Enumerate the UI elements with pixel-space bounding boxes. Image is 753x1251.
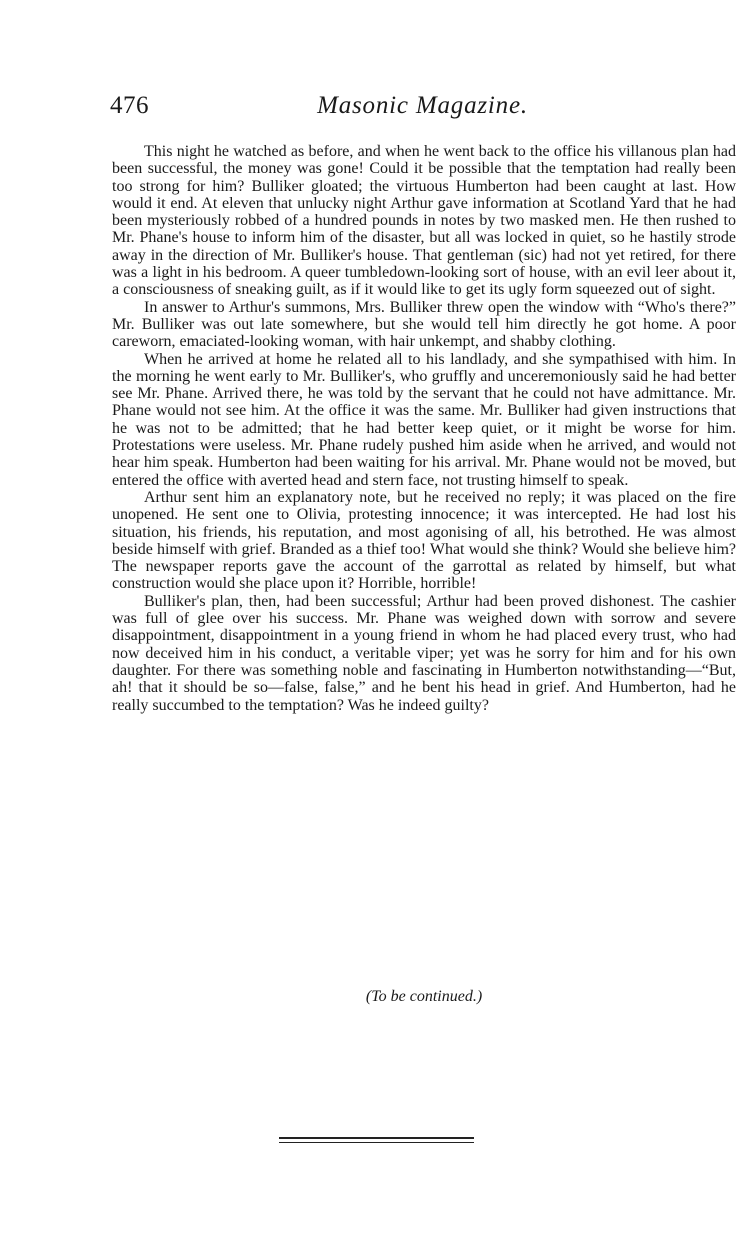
paragraph-1: This night he watched as before, and when he went back to the office his villanous plan had been successful, the money was gone! Could it be possible that the temptation had really been too strong for him? Bulliker gloated; the virtuous Humberton had been caught at last. How would it end. At eleven that unlucky night Arthur gave information at Scotland Yard that he had been mysteriously robbed of a hundred pounds in notes by two masked men. He then rushed to Mr. Phane's house to inform him of the disaster, but all was locked in quiet, so he hastily strode away in the direction of Mr. Bulliker's house. That gentleman (sic) had not yet retired, for there was a light in his bedroom. A queer tumbledown-looking sort of house, with an evil leer about it, a consciousness of sneaking guilt, as if it would like to get its ugly form squeezed out of sight.	[112, 143, 736, 299]
page-header	[110, 92, 735, 128]
paragraph-5: Bulliker's plan, then, had been successful; Arthur had been proved dishonest. The cashier was full of glee over his success. Mr. Phane was weighed down with sorrow and severe disappointment, disappointment in a young friend in whom he had placed every trust, who had now deceived him in his conduct, a veritable viper; yet was he sorry for him and for his own daughter. For there was something noble and fascinating in Humberton notwithstanding—“But, ah! that it should be so—false, false,” and he bent his head in grief. And Humberton, had he really succumbed to the temptation? Was he indeed guilty?	[112, 592, 736, 714]
continuation-note: (To be continued.)	[365, 988, 483, 1005]
page-number: 476	[110, 92, 149, 119]
article-body	[112, 143, 736, 714]
running-title: Masonic Magazine.	[317, 92, 528, 119]
paragraph-4: Arthur sent him an explanatory note, but he received no reply; it was placed on the fire unopened. He sent one to Olivia, protesting innocence; it was intercepted. He had lost his situation, his friends, his reputation, and most agonising of all, his betrothed. He was almost beside himself with grief. Branded as a thief too! What would she think? Would she believe him? The newspaper reports gave the account of the garrottal as related by himself, but what construction would she place upon it? Horrible, horrible!	[112, 488, 736, 593]
section-divider-thin	[279, 1142, 474, 1143]
paragraph-2: In answer to Arthur's summons, Mrs. Bulliker threw open the window with “Who's there?” Mr. Bulliker was out late somewhere, but she would tell him directly he got home. A poor careworn, emaciated-looking woman, with hair unkempt, and shabby clothing.	[112, 298, 736, 351]
paragraph-3: When he arrived at home he related all to his landlady, and she sympathised with him. In the morning he went early to Mr. Bulliker's, who gruffly and unceremoniously said he had better see Mr. Phane. Arrived there, he was told by the servant that he could not have admittance. Mr. Phane would not see him. At the office it was the same. Mr. Bulliker had given instructions that he was not to be admitted; that he had better keep quiet, or it might be worse for him. Protestations were useless. Mr. Phane rudely pushed him aside when he arrived, and would not hear him speak. Humberton had been waiting for his arrival. Mr. Phane would not be moved, but entered the office with averted head and stern face, not trusting himself to speak.	[112, 350, 736, 489]
section-divider-thick	[279, 1137, 474, 1139]
